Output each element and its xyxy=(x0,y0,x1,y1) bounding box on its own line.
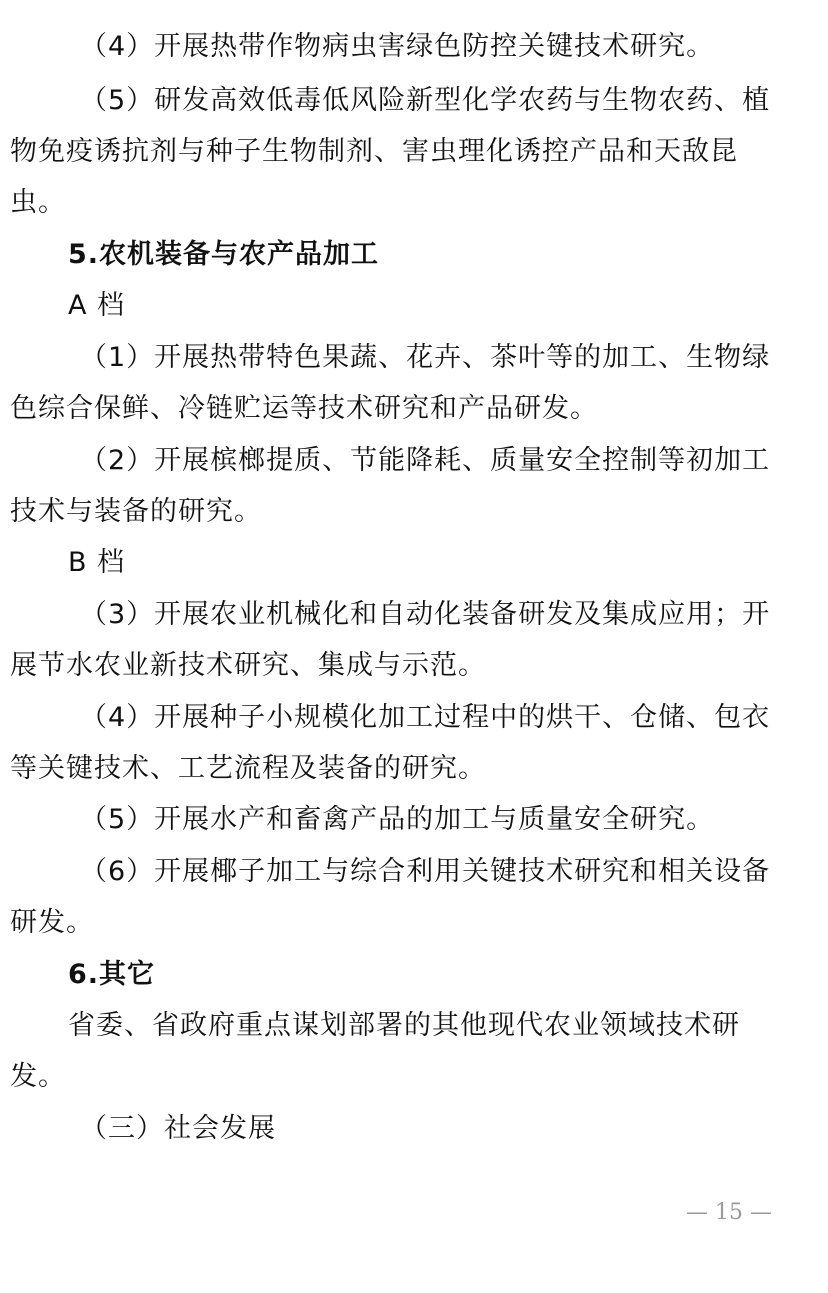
text-line: （4）开展热带作物病虫害绿色防控关键技术研究。 xyxy=(80,31,715,62)
text-line: （3）开展农业机械化和自动化装备研发及集成应用；开 xyxy=(80,599,771,630)
text-line: 省委、省政府重点谋划部署的其他现代农业领域技术研 xyxy=(68,1010,740,1041)
text-line: 虫。 xyxy=(10,187,66,218)
grade-label: B 档 xyxy=(68,547,126,578)
grade-label: A 档 xyxy=(68,290,126,321)
text-line: 研发。 xyxy=(10,907,94,938)
text-line: 技术与装备的研究。 xyxy=(10,496,262,527)
text-line: （1）开展热带特色果蔬、花卉、茶叶等的加工、生物绿 xyxy=(80,342,771,373)
text-line: 物免疫诱抗剂与种子生物制剂、害虫理化诱控产品和天敌昆 xyxy=(10,136,738,167)
section-heading: （三）社会发展 xyxy=(80,1113,276,1144)
text-line: 展节水农业新技术研究、集成与示范。 xyxy=(10,650,486,681)
text-line: 发。 xyxy=(10,1061,66,1092)
text-line: （2）开展槟榔提质、节能降耗、质量安全控制等初加工 xyxy=(80,445,771,476)
text-line: （4）开展种子小规模化加工过程中的烘干、仓储、包衣 xyxy=(80,702,771,733)
section-heading: 5.农机装备与农产品加工 xyxy=(68,239,380,270)
section-heading: 6.其它 xyxy=(68,959,156,990)
text-line: （5）开展水产和畜禽产品的加工与质量安全研究。 xyxy=(80,804,715,835)
text-line: 等关键技术、工艺流程及装备的研究。 xyxy=(10,753,486,784)
text-line: （6）开展椰子加工与综合利用关键技术研究和相关设备 xyxy=(80,856,771,887)
page-number: — 15 — xyxy=(686,1200,772,1225)
text-line: 色综合保鲜、冷链贮运等技术研究和产品研发。 xyxy=(10,393,598,424)
text-line: （5）研发高效低毒低风险新型化学农药与生物农药、植 xyxy=(80,85,771,116)
